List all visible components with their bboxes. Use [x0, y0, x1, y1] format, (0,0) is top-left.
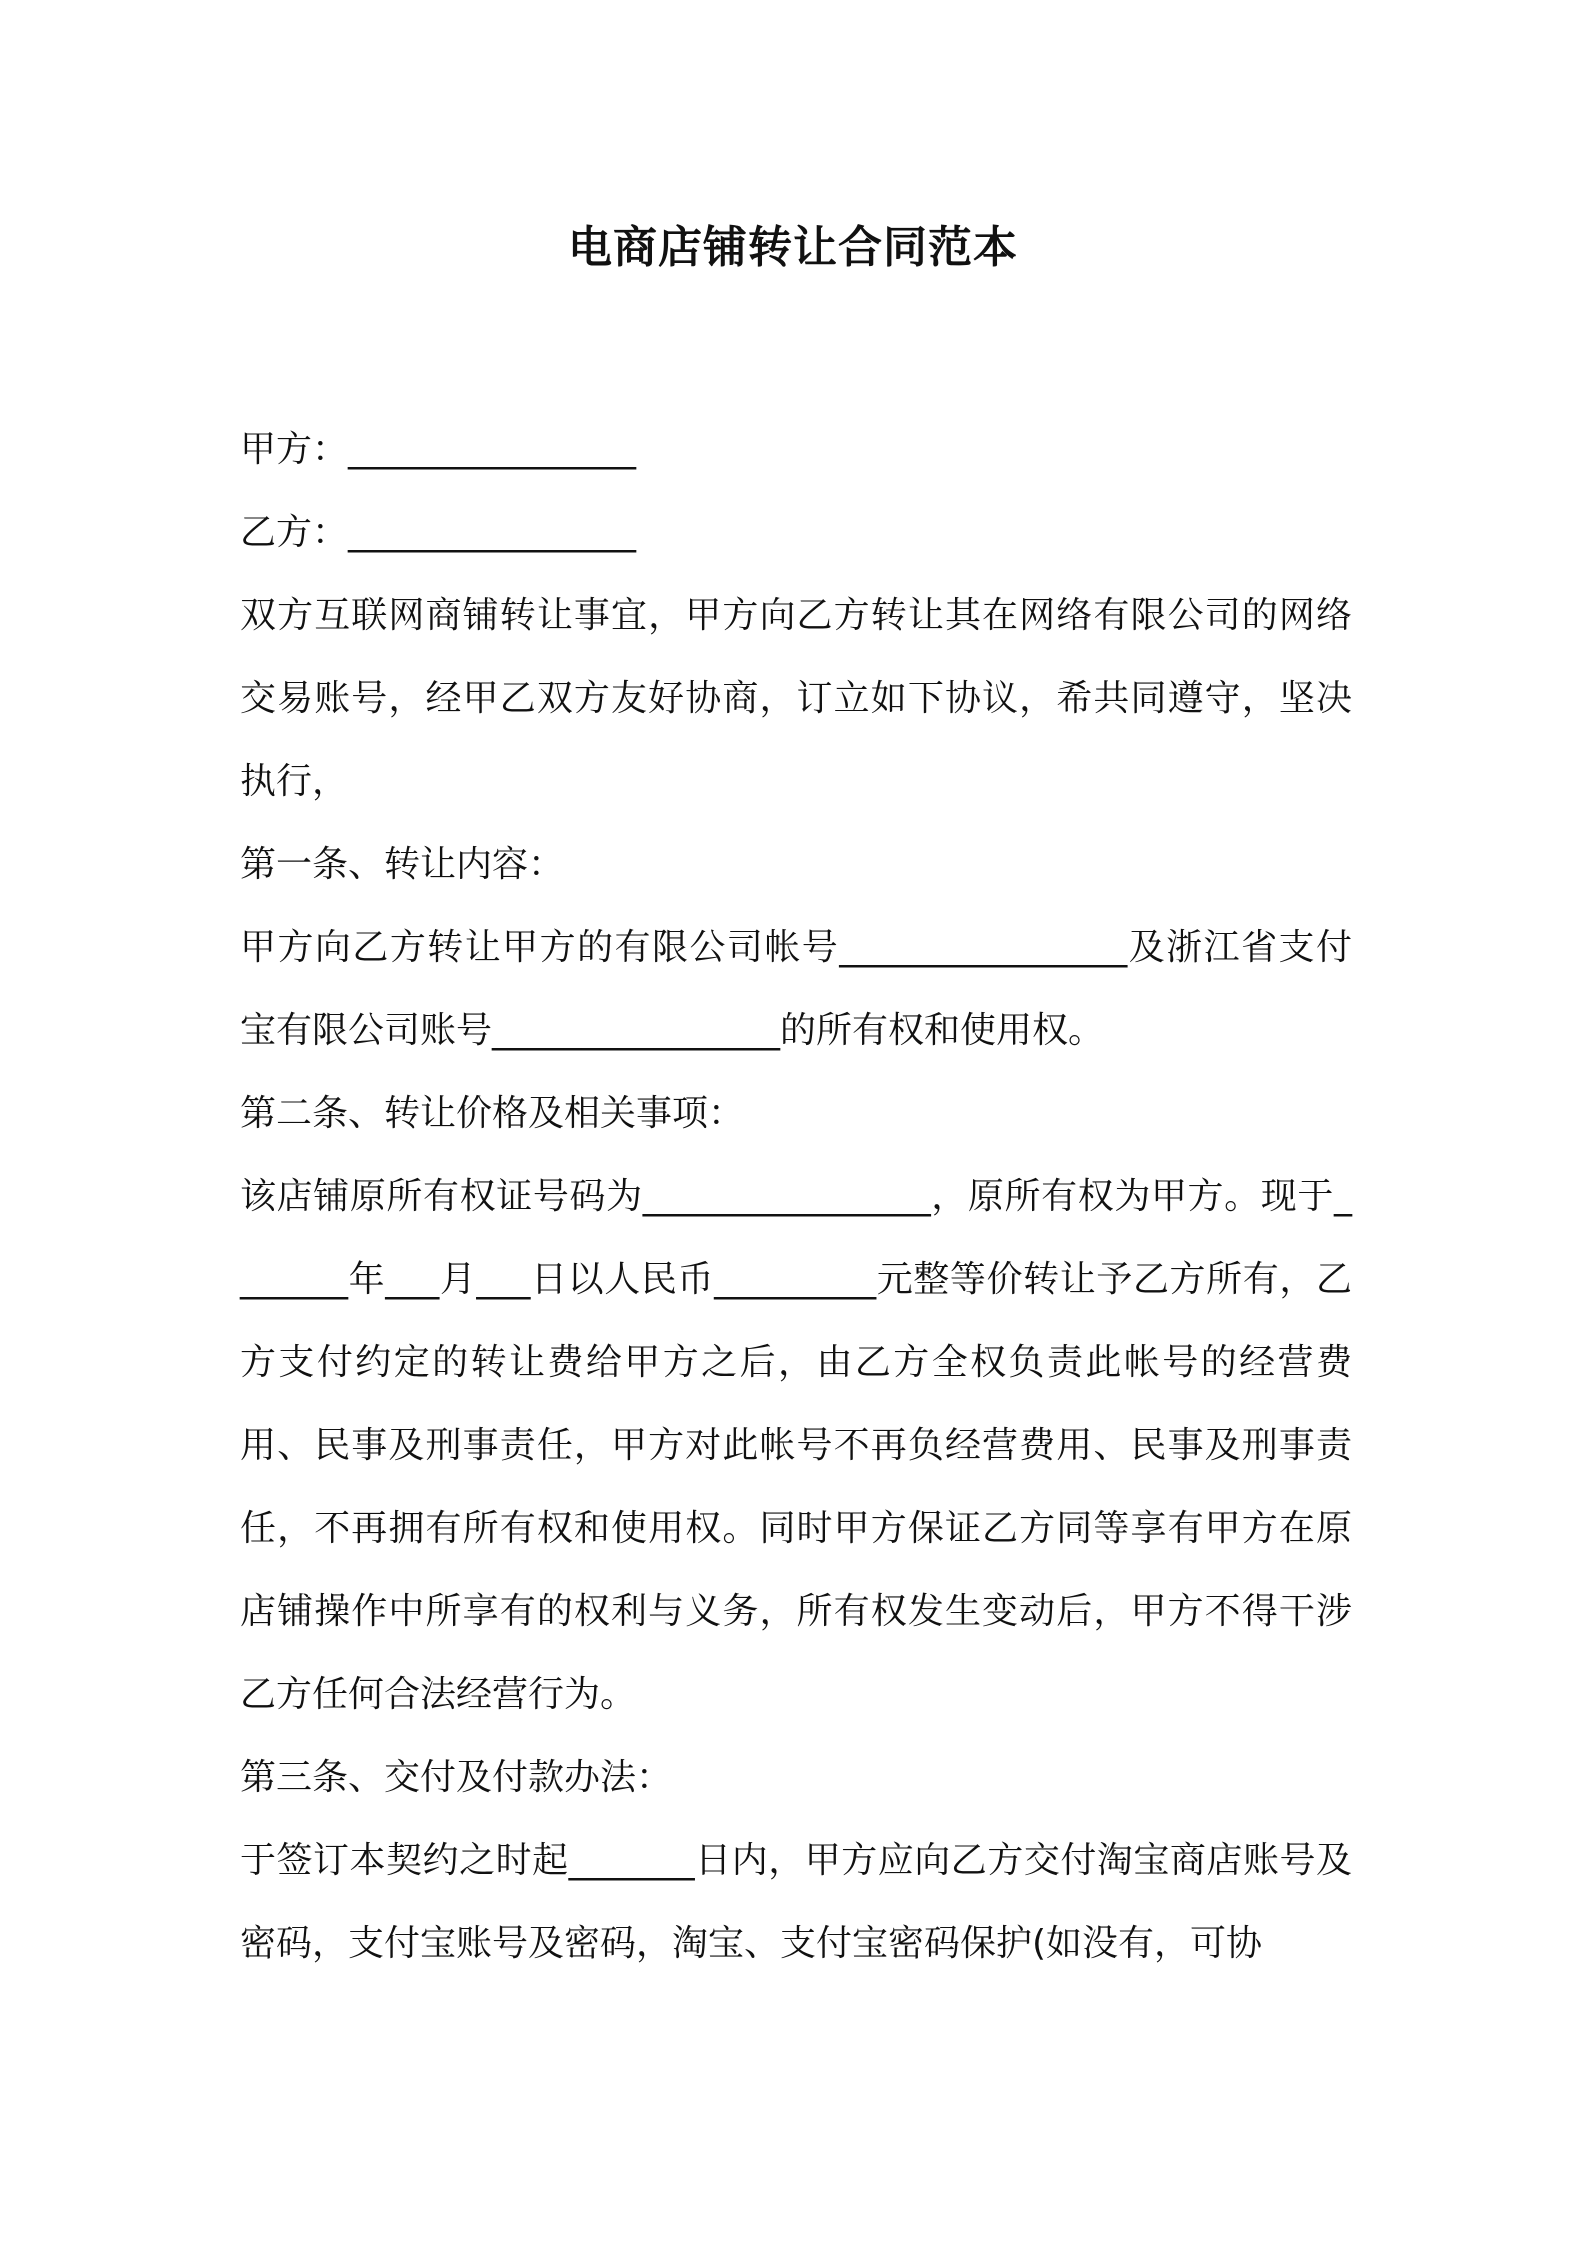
article-3-text: 于签订本契约之时起_______日内，甲方应向乙方交付淘宝商店账号及密码，支付宝账号及密码，淘宝、支付宝密码保护(如没有，可协 — [240, 1840, 1352, 1964]
article-1-text: 甲方向乙方转让甲方的有限公司帐号________________及浙江省支付宝有限公司账号________________的所有权和使用权。 — [240, 927, 1352, 1051]
article-2-text: 该店铺原所有权证号码为________________，原所有权为甲方。现于_______年___月___日以人民币_________元整等价转让予乙方所有，乙方支付约定的转让费给甲方之后，由乙方全权负责此帐号的经营费用、民事及刑事责任，甲方对此帐号不再负经营费用、民事及刑事责任，不再拥有所有权和使用权。同时甲方保证乙方同等享有甲方在原店铺操作中所享有的权利与义务，所有权发生变动后，甲方不得干涉乙方任何合法经营行为。 — [240, 1176, 1352, 1715]
document-title: 电商店铺转让合同范本 — [568, 222, 1018, 273]
party-a-line: 甲方：________________ — [240, 429, 637, 470]
document-body — [240, 408, 1352, 1985]
article-3-heading: 第三条、交付及付款办法： — [240, 1757, 673, 1798]
article-2-heading: 第二条、转让价格及相关事项： — [240, 1093, 745, 1134]
intro-paragraph: 双方互联网商铺转让事宜，甲方向乙方转让其在网络有限公司的网络交易账号，经甲乙双方友好协商，订立如下协议，希共同遵守，坚决执行， — [240, 595, 1352, 802]
party-b-line: 乙方：________________ — [240, 512, 637, 553]
article-1-heading: 第一条、转让内容： — [240, 844, 565, 885]
